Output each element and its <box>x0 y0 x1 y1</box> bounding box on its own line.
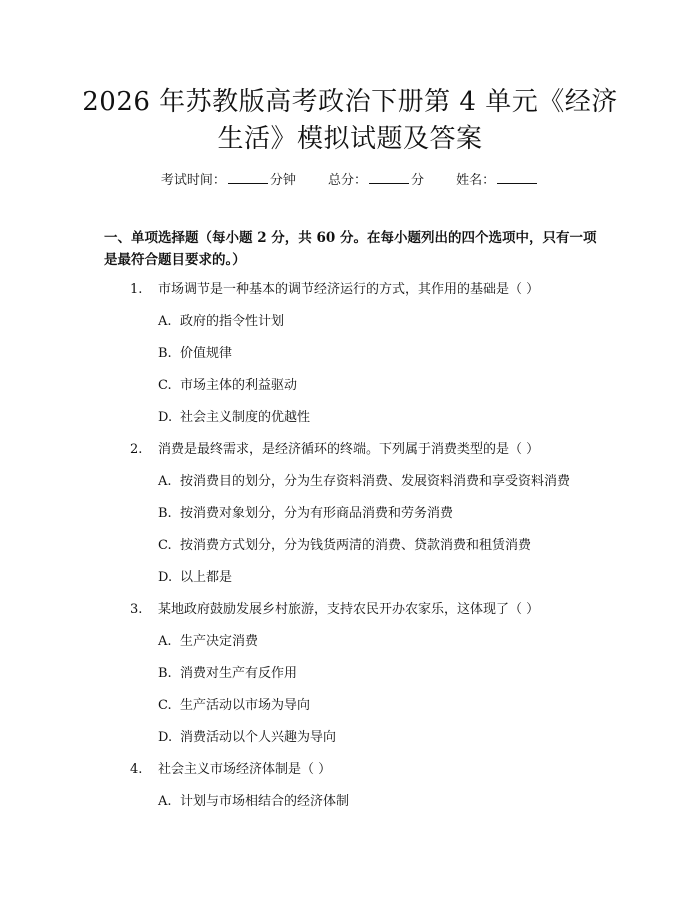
question-text: 社会主义市场经济体制是（ ） <box>158 762 332 777</box>
option-text: 以上都是 <box>180 570 233 585</box>
option-letter: B. <box>158 506 172 521</box>
question-text: 某地政府鼓励发展乡村旅游，支持农民开办农家乐，这体现了（ ） <box>158 602 540 617</box>
question-3-option-a <box>158 633 608 651</box>
student-name-field <box>456 170 539 190</box>
option-letter: B. <box>158 666 172 681</box>
question-2-option-a <box>158 473 608 491</box>
document-title-line-2: 生活》模拟试题及答案 <box>217 124 483 154</box>
question-1-option-d <box>158 409 608 427</box>
exam-time-field <box>161 170 296 190</box>
option-text: 生产决定消费 <box>180 634 259 649</box>
option-text: 生产活动以市场为导向 <box>180 698 311 713</box>
question-text: 市场调节是一种基本的调节经济运行的方式，其作用的基础是（ ） <box>158 282 540 297</box>
question-4 <box>130 761 610 779</box>
question-3-option-d <box>158 729 608 747</box>
question-3-option-c <box>158 697 608 715</box>
option-letter: B. <box>158 346 172 361</box>
option-letter: A. <box>158 634 172 649</box>
question-1-option-c <box>158 377 608 395</box>
exam-time-unit: 分钟 <box>269 173 296 188</box>
option-text: 价值规律 <box>180 346 233 361</box>
question-1 <box>130 281 610 299</box>
option-text: 按消费目的划分，分为生存资料消费、发展资料消费和享受资料消费 <box>180 474 571 489</box>
option-text: 社会主义制度的优越性 <box>180 410 311 425</box>
document-title-line-1: 2026 年苏教版高考政治下册第 4 单元《经济 <box>82 87 618 117</box>
exam-meta-line <box>0 170 700 190</box>
question-1-option-b <box>158 345 608 363</box>
total-score-blank <box>369 170 409 184</box>
question-2-option-d <box>158 569 608 587</box>
question-number: 3. <box>130 602 143 617</box>
question-2 <box>130 441 610 459</box>
option-letter: A. <box>158 794 172 809</box>
question-number: 2. <box>130 442 143 457</box>
question-number: 1. <box>130 282 143 297</box>
student-name-blank <box>497 170 537 184</box>
question-2-option-c <box>158 537 608 555</box>
question-number: 4. <box>130 762 143 777</box>
total-score-unit: 分 <box>411 173 425 188</box>
section-heading: 一、单项选择题（每小题 2 分，共 60 分。在每小题列出的四个选项中，只有一项是最符合题目要求的。） <box>104 230 597 268</box>
question-2-option-b <box>158 505 608 523</box>
option-text: 政府的指令性计划 <box>180 314 285 329</box>
option-letter: C. <box>158 538 172 553</box>
option-letter: A. <box>158 474 172 489</box>
exam-time-label: 考试时间： <box>160 173 226 188</box>
question-4-option-a <box>158 793 608 811</box>
option-text: 消费活动以个人兴趣为导向 <box>180 730 337 745</box>
total-score-field <box>328 170 424 190</box>
question-text: 消费是最终需求，是经济循环的终端。下列属于消费类型的是（ ） <box>158 442 540 457</box>
option-letter: A. <box>158 314 172 329</box>
option-text: 按消费对象划分，分为有形商品消费和劳务消费 <box>180 506 454 521</box>
question-3-option-b <box>158 665 608 683</box>
option-text: 消费对生产有反作用 <box>180 666 298 681</box>
question-3 <box>130 601 610 619</box>
option-letter: D. <box>158 730 173 745</box>
option-text: 按消费方式划分，分为钱货两清的消费、贷款消费和租赁消费 <box>180 538 532 553</box>
question-1-option-a <box>158 313 608 331</box>
option-letter: C. <box>158 698 172 713</box>
option-letter: D. <box>158 570 173 585</box>
option-text: 市场主体的利益驱动 <box>180 378 298 393</box>
student-name-label: 姓名： <box>456 173 496 188</box>
option-text: 计划与市场相结合的经济体制 <box>180 794 350 809</box>
option-letter: D. <box>158 410 173 425</box>
total-score-label: 总分： <box>327 173 367 188</box>
option-letter: C. <box>158 378 172 393</box>
exam-time-blank <box>228 170 268 184</box>
